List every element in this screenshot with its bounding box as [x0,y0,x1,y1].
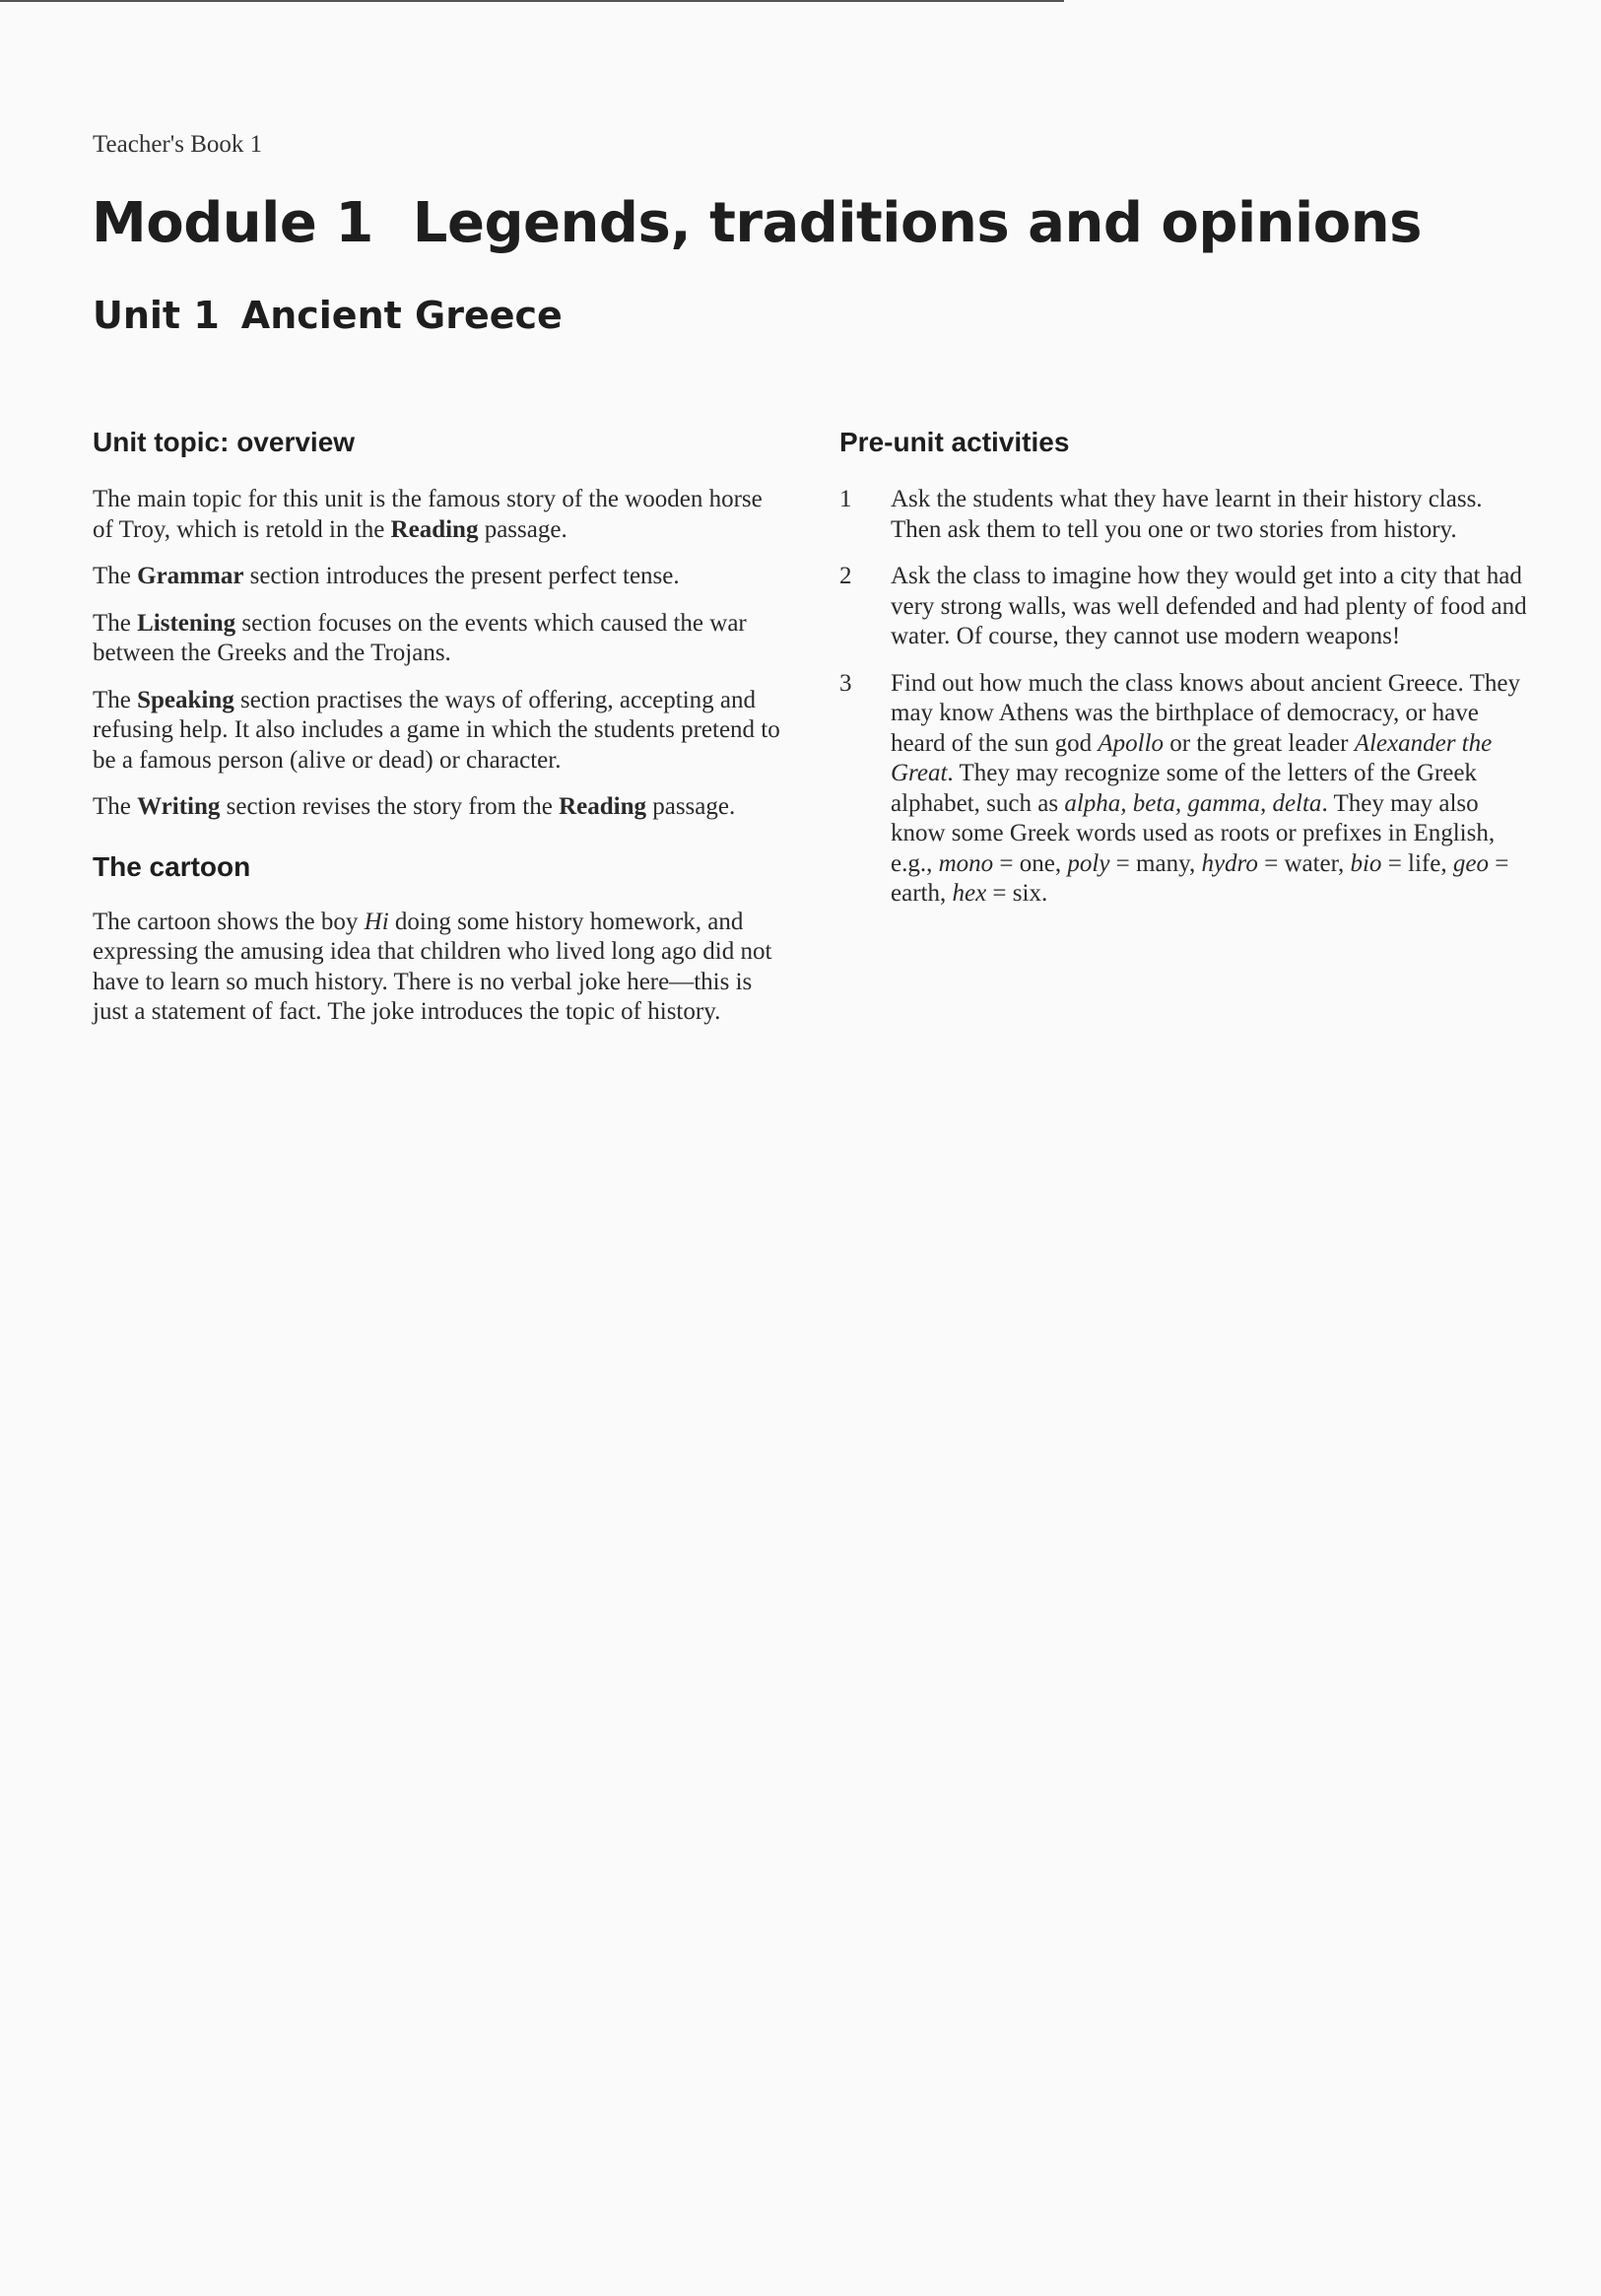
cartoon-heading: The cartoon [93,850,251,882]
right-column [839,426,1529,926]
activity-number: 1 [839,486,852,512]
activity-item [839,485,1529,545]
cartoon-paragraph: The cartoon shows the boy Hi doing some history homework, and expressing the amusing idea that children who lived long ago did not have to learn so much history. There is no verbal joke here—this is just a statement of fact. The joke introduces the topic of history. [93,908,772,1025]
unit-title [93,294,563,337]
module-number: Module 1 [92,191,373,255]
overview-paragraph: The Grammar section introduces the present perfect tense. [93,563,680,589]
overview-paragraph: The Listening section focuses on the events which caused the war between the Greeks and the Trojans. [93,609,747,666]
activity-text: Find out how much the class knows about ancient Greece. They may know Athens was the birthplace of democracy, or have heard of the sun god Apollo or the great leader Alexander the Great. They may recognize some of the letters of the Greek alphabet, such as alpha, beta, gamma, delta. They may also know some Greek words used as roots or prefixes in English, e.g., mono = one, poly = many, hydro = water, bio = life, geo = earth, hex = six. [891,669,1520,907]
overview-paragraph: The main topic for this unit is the famous story of the wooden horse of Troy, which is retold in the Reading passage. [93,486,763,543]
activity-text: Ask the class to imagine how they would get into a city that had very strong walls, was well defended and had plenty of food and water. Of course, they cannot use modern weapons! [891,563,1527,649]
unit-title-text: Ancient Greece [240,294,563,337]
activity-item [839,562,1529,652]
overview-paragraph: The Writing section revises the story from the Reading passage. [93,793,736,820]
running-head: Teacher's Book 1 [93,131,263,158]
overview-heading: Unit topic: overview [93,427,356,457]
pre-unit-heading: Pre-unit activities [839,427,1070,457]
left-column [93,426,782,1045]
activity-text: Ask the students what they have learnt in their history class. Then ask them to tell you one or two stories from history. [891,486,1483,543]
overview-paragraph: The Speaking section practises the ways of offering, accepting and refusing help. It also includes a game in which the students pretend to be a famous person (alive or dead) or character. [93,686,780,774]
unit-number: Unit 1 [93,294,220,337]
module-title-text: Legends, traditions and opinions [412,191,1422,255]
activity-number: 2 [839,563,852,589]
top-rule [0,0,1064,2]
activity-number: 3 [839,669,852,697]
module-title [92,191,1422,255]
activity-item [839,669,1529,910]
